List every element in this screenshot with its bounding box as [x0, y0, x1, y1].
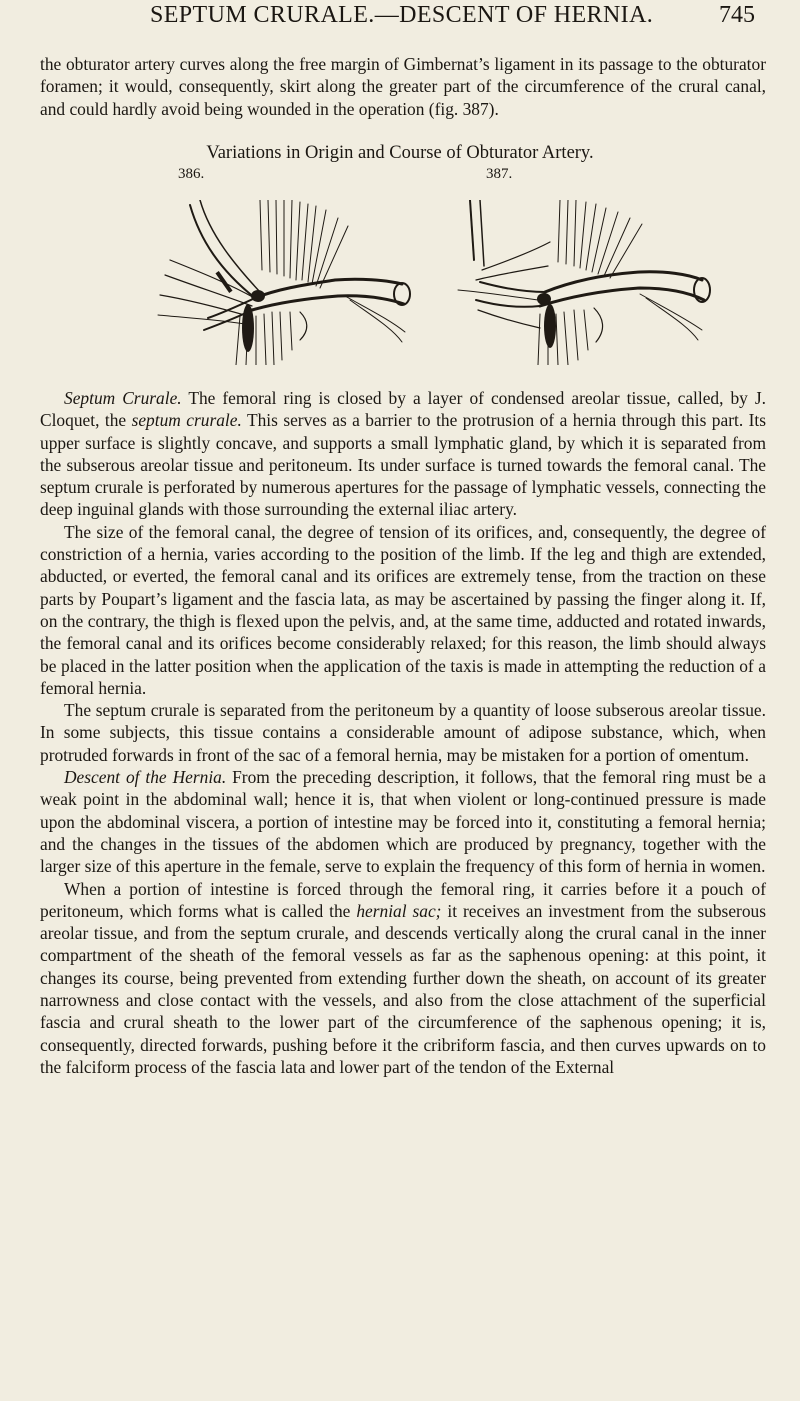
- running-title: SEPTUM CRURALE.—DESCENT OF HERNIA.: [150, 2, 654, 28]
- septum-heading: Septum Crurale.: [64, 388, 182, 408]
- hernial-sac-paragraph: [40, 878, 766, 1079]
- figure-number-386: 386.: [178, 166, 205, 182]
- intro-text: the obturator artery curves along the free margin of Gimbernat’s ligament in its passage to the obturator foramen; it would, consequently, skirt along the greater part of the circumference of the crural canal, and could hardly avoid being wounded in the operation (fig. 387).: [40, 54, 766, 119]
- page-number: 745: [719, 2, 755, 28]
- separation-paragraph: The septum crurale is separated from the peritoneum by a quantity of loose subserous areolar tissue. In some subjects, this tissue contains a considerable amount of adipose substance, which, when protruded forwards in front of the sac of a femoral hernia, may be mistaken for a portion of omentum.: [40, 700, 766, 765]
- figure-number-387: 387.: [486, 166, 513, 182]
- figure-caption: Variations in Origin and Course of Obturator Artery.: [206, 143, 594, 163]
- figure-386-illustration: [140, 200, 440, 365]
- descent-text: From the preceding description, it follows, that the femoral ring must be a weak point in the abdominal wall; hence it is, that when violent or long-continued pressure is made upon the abdominal viscera, a portion of intestine may be forced into it, constituting a femoral hernia; and the changes in the tissues of the abdomen which are produced by pregnancy, together with the larger size of this aperture in the female, serve to explain the frequency of this form of hernia in women.: [40, 767, 766, 877]
- figure-387-illustration: [440, 200, 740, 365]
- intro-paragraph: [40, 53, 766, 120]
- septum-text-1: The femoral ring is closed by a layer of condensed areolar tissue, called, by J. Cloquet, the: [40, 388, 767, 431]
- sac-text-1: When a portion of intestine is forced through the femoral ring, it carries before it a pouch of peritoneum, which forms what is called the: [40, 878, 766, 921]
- septum-crurale-section: [40, 387, 766, 1078]
- sac-term: hernial sac;: [356, 900, 442, 921]
- septum-text-2: This serves as a barrier to the protrusion of a hernia through this part. Its upper surface is slightly concave, and supports a small lymphatic gland, by which it is separated from the subserous areolar tissue and peritoneum. Its under surface is turned towards the femoral canal. The septum crurale is perforated by numerous apertures for the passage of lymphatic vessels, connecting the deep inguinal glands with those surrounding the external iliac artery.: [40, 410, 767, 520]
- descent-heading: Descent of the Hernia.: [64, 767, 227, 788]
- size-paragraph: The size of the femoral canal, the degree of tension of its orifices, and, consequently, the degree of constriction of a hernia, varies according to the position of the limb. If the leg and thigh are extended, abducted, or everted, the femoral canal and its orifices are extremely tense, from the traction on these parts by Poupart’s ligament and the fascia lata, as may be ascertained by passing the finger along it. If, on the contrary, the thigh is flexed upon the pelvis, and, at the same time, adducted and rotated inwards, the femoral canal and its orifices become considerably relaxed; for this reason, the limb should always be placed in the latter position when the application of the taxis is made in attempting the reduction of a femoral hernia.: [40, 521, 766, 698]
- running-head: [0, 2, 800, 36]
- septum-term: septum crurale.: [131, 410, 242, 431]
- descent-paragraph: [40, 766, 766, 877]
- sac-text-2: it receives an investment from the subserous areolar tissue, and from the septum crurale, and descends vertically along the crural canal in the inner compartment of the sheath of the femoral vessels as far as the saphenous opening: at this point, it changes its course, being prevented from extending further down the sheath, on account of its greater narrowness and close contact with the vessels, and also from the close attachment of the superficial fascia and crural sheath to the lower part of the circumference of the saphenous opening; it is, consequently, directed forwards, pushing before it the cribriform fascia, and then curves upwards on to the falciform process of the fascia lata and lower part of the tendon of the External: [40, 900, 766, 1077]
- septum-paragraph: [40, 387, 766, 521]
